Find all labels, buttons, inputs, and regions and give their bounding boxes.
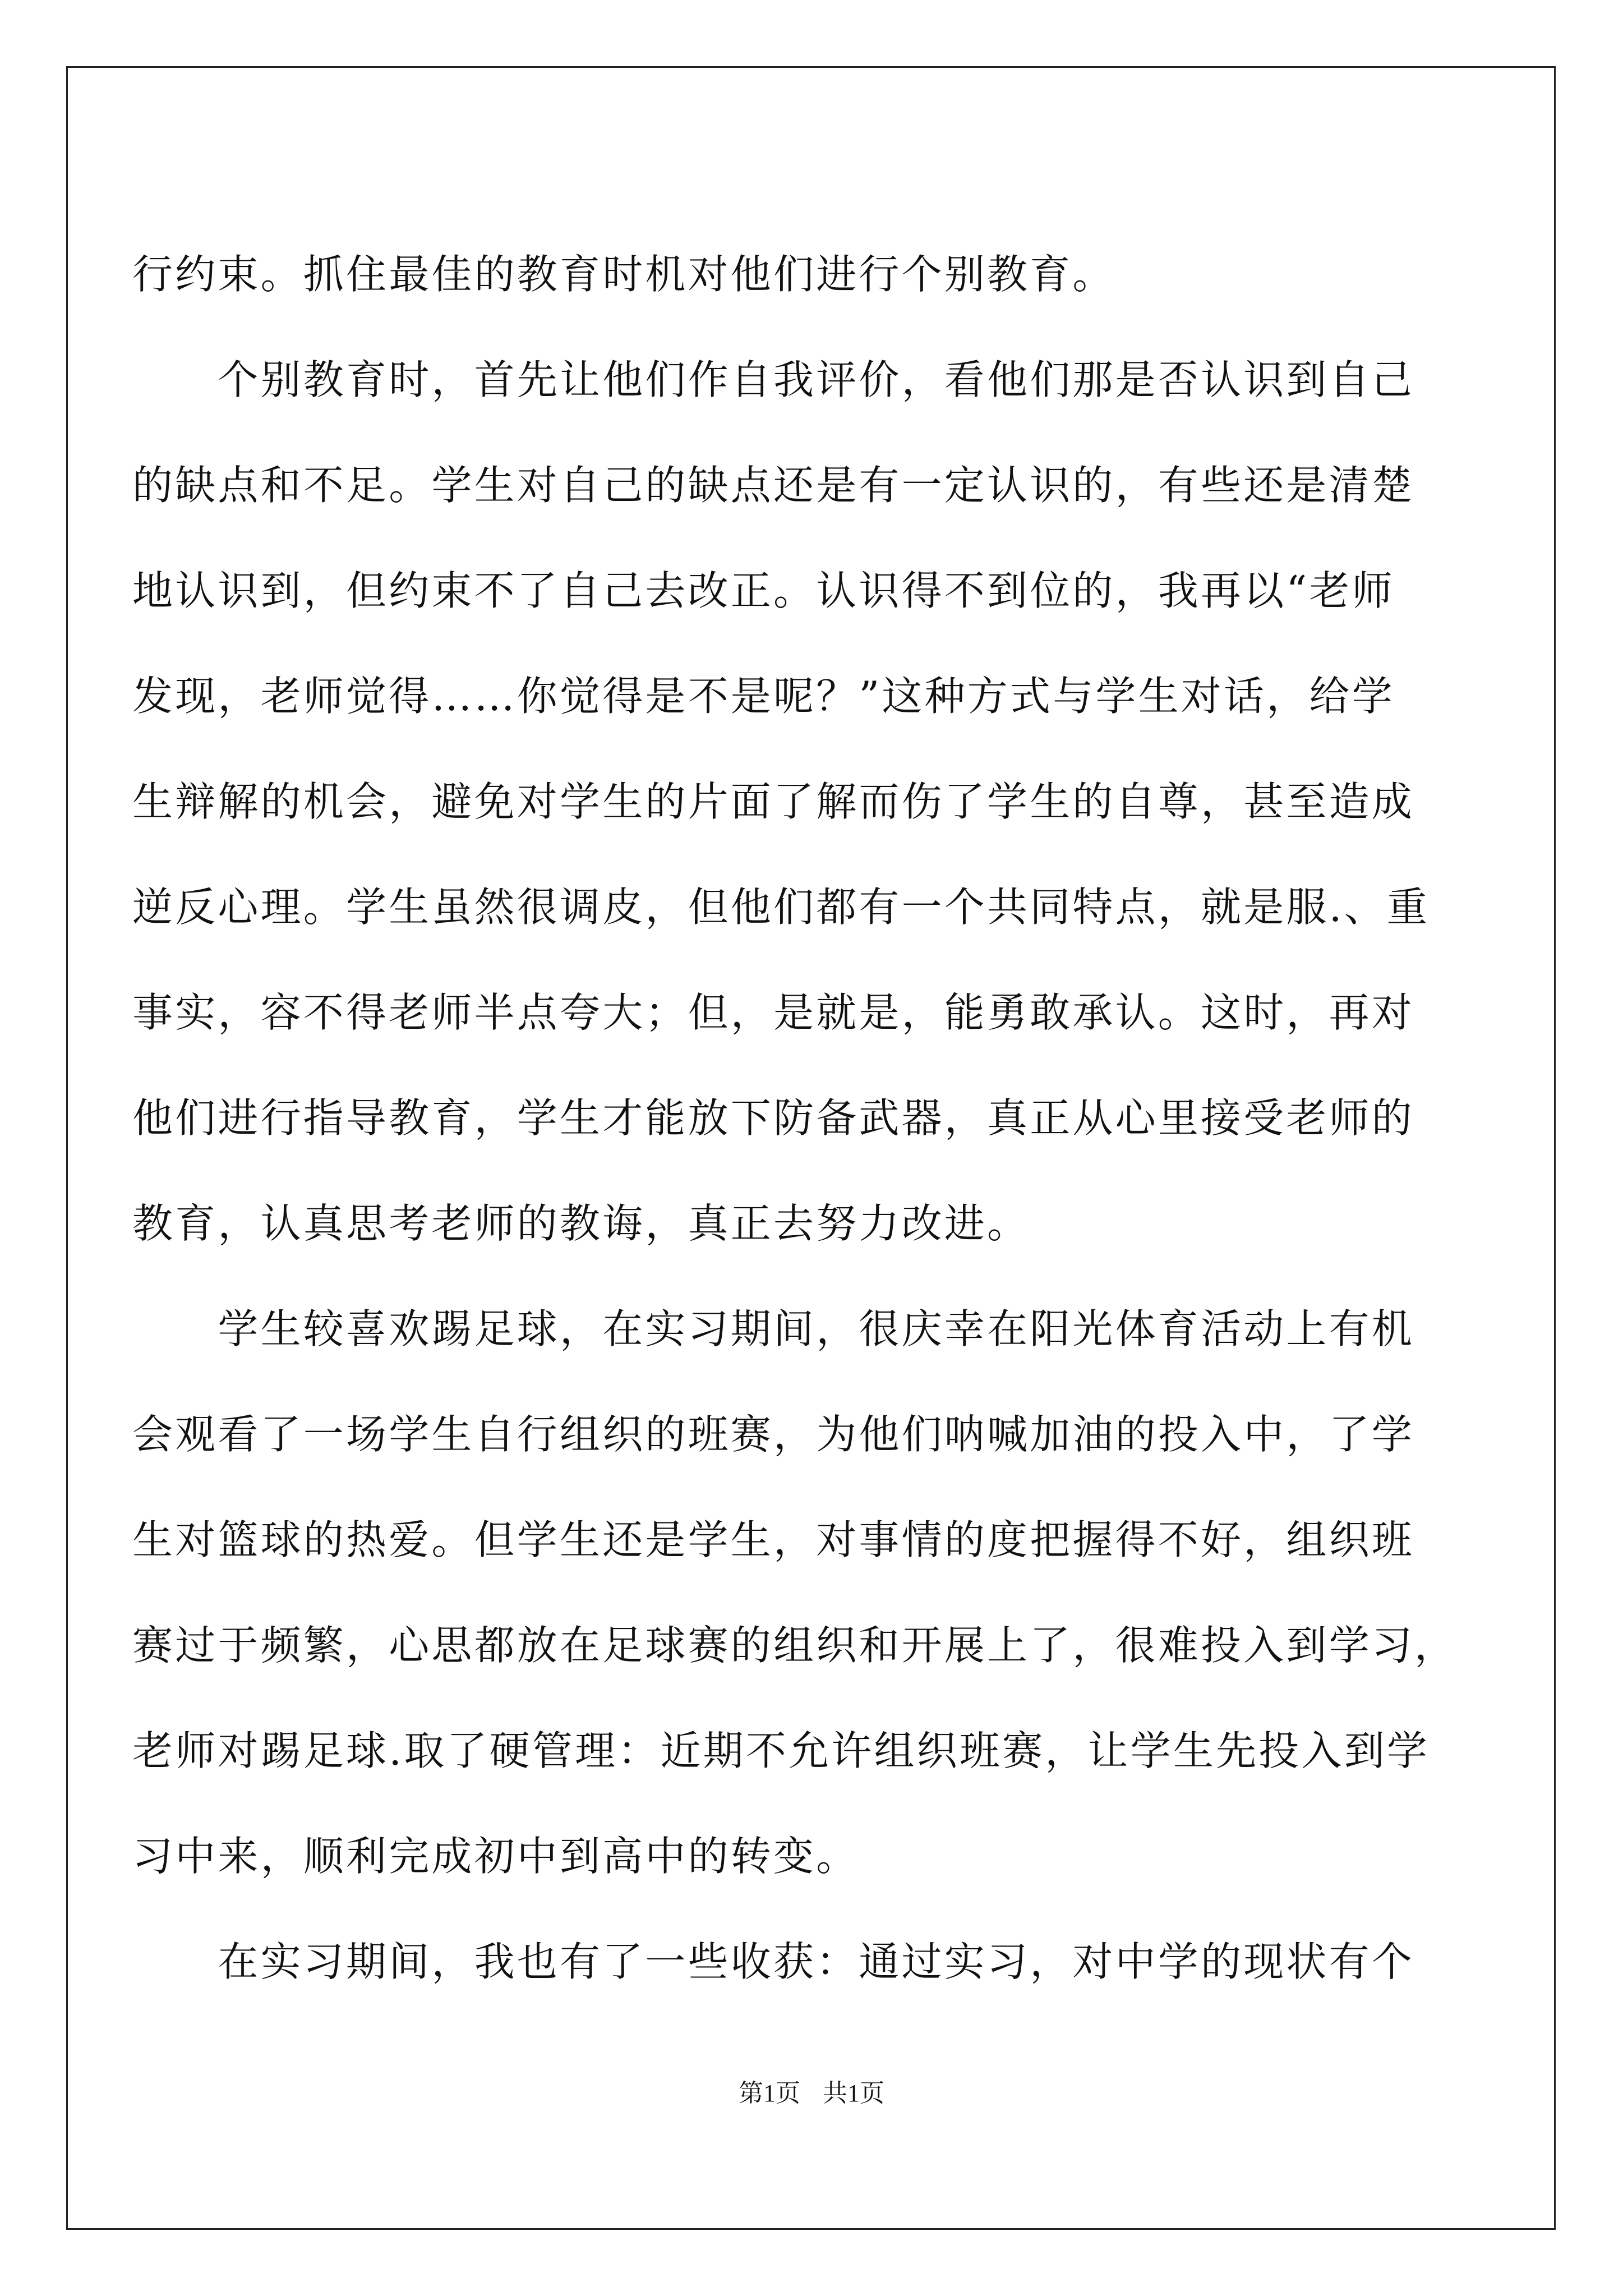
text-line: 在实习期间，我也有了一些收获：通过实习，对中学的现状有个 (132, 1938, 1415, 1985)
page-number: 第1页 (739, 2079, 800, 2107)
text-line: 学生较喜欢踢足球，在实习期间，很庆幸在阳光体育活动上有机 (132, 1305, 1415, 1352)
page-footer (0, 2077, 1623, 2110)
text-line: 他们进行指导教育，学生才能放下防备武器，真正从心里接受老师的 (132, 1094, 1415, 1142)
text-line: 生辩解的机会，避免对学生的片面了解而伤了学生的自尊，甚至造成 (132, 778, 1415, 825)
text-line: 个别教育时，首先让他们作自我评价，看他们那是否认识到自己 (132, 356, 1415, 403)
text-line: 的缺点和不足。学生对自己的缺点还是有一定认识的，有些还是清楚 (132, 462, 1415, 509)
text-line: 赛过于频繁，心思都放在足球赛的组织和开展上了，很难投入到学习， (132, 1622, 1458, 1669)
text-line: 发现，老师觉得……你觉得是不是呢？”这种方式与学生对话，给学 (132, 673, 1395, 720)
text-line: 生对篮球的热爱。但学生还是学生，对事情的度把握得不好，组织班 (132, 1516, 1415, 1563)
text-line: 教育，认真思考老师的教诲，真正去努力改进。 (132, 1200, 1030, 1247)
text-line: 逆反心理。学生虽然很调皮，但他们都有一个共同特点，就是服.、重 (132, 884, 1430, 931)
document-body (132, 222, 1490, 2014)
text-line: 行约束。抓住最佳的教育时机对他们进行个别教育。 (132, 251, 1115, 298)
page-total: 共1页 (823, 2079, 884, 2107)
text-line: 事实，容不得老师半点夸大；但，是就是，能勇敢承认。这时，再对 (132, 989, 1415, 1036)
text-line: 习中来，顺利完成初中到高中的转变。 (132, 1833, 859, 1880)
text-line: 老师对踢足球.取了硬管理：近期不允许组织班赛，让学生先投入到学 (132, 1727, 1430, 1774)
text-line: 会观看了一场学生自行组织的班赛，为他们呐喊加油的投入中，了学 (132, 1411, 1415, 1458)
text-line: 地认识到，但约束不了自己去改正。认识得不到位的，我再以“老师 (132, 567, 1395, 614)
